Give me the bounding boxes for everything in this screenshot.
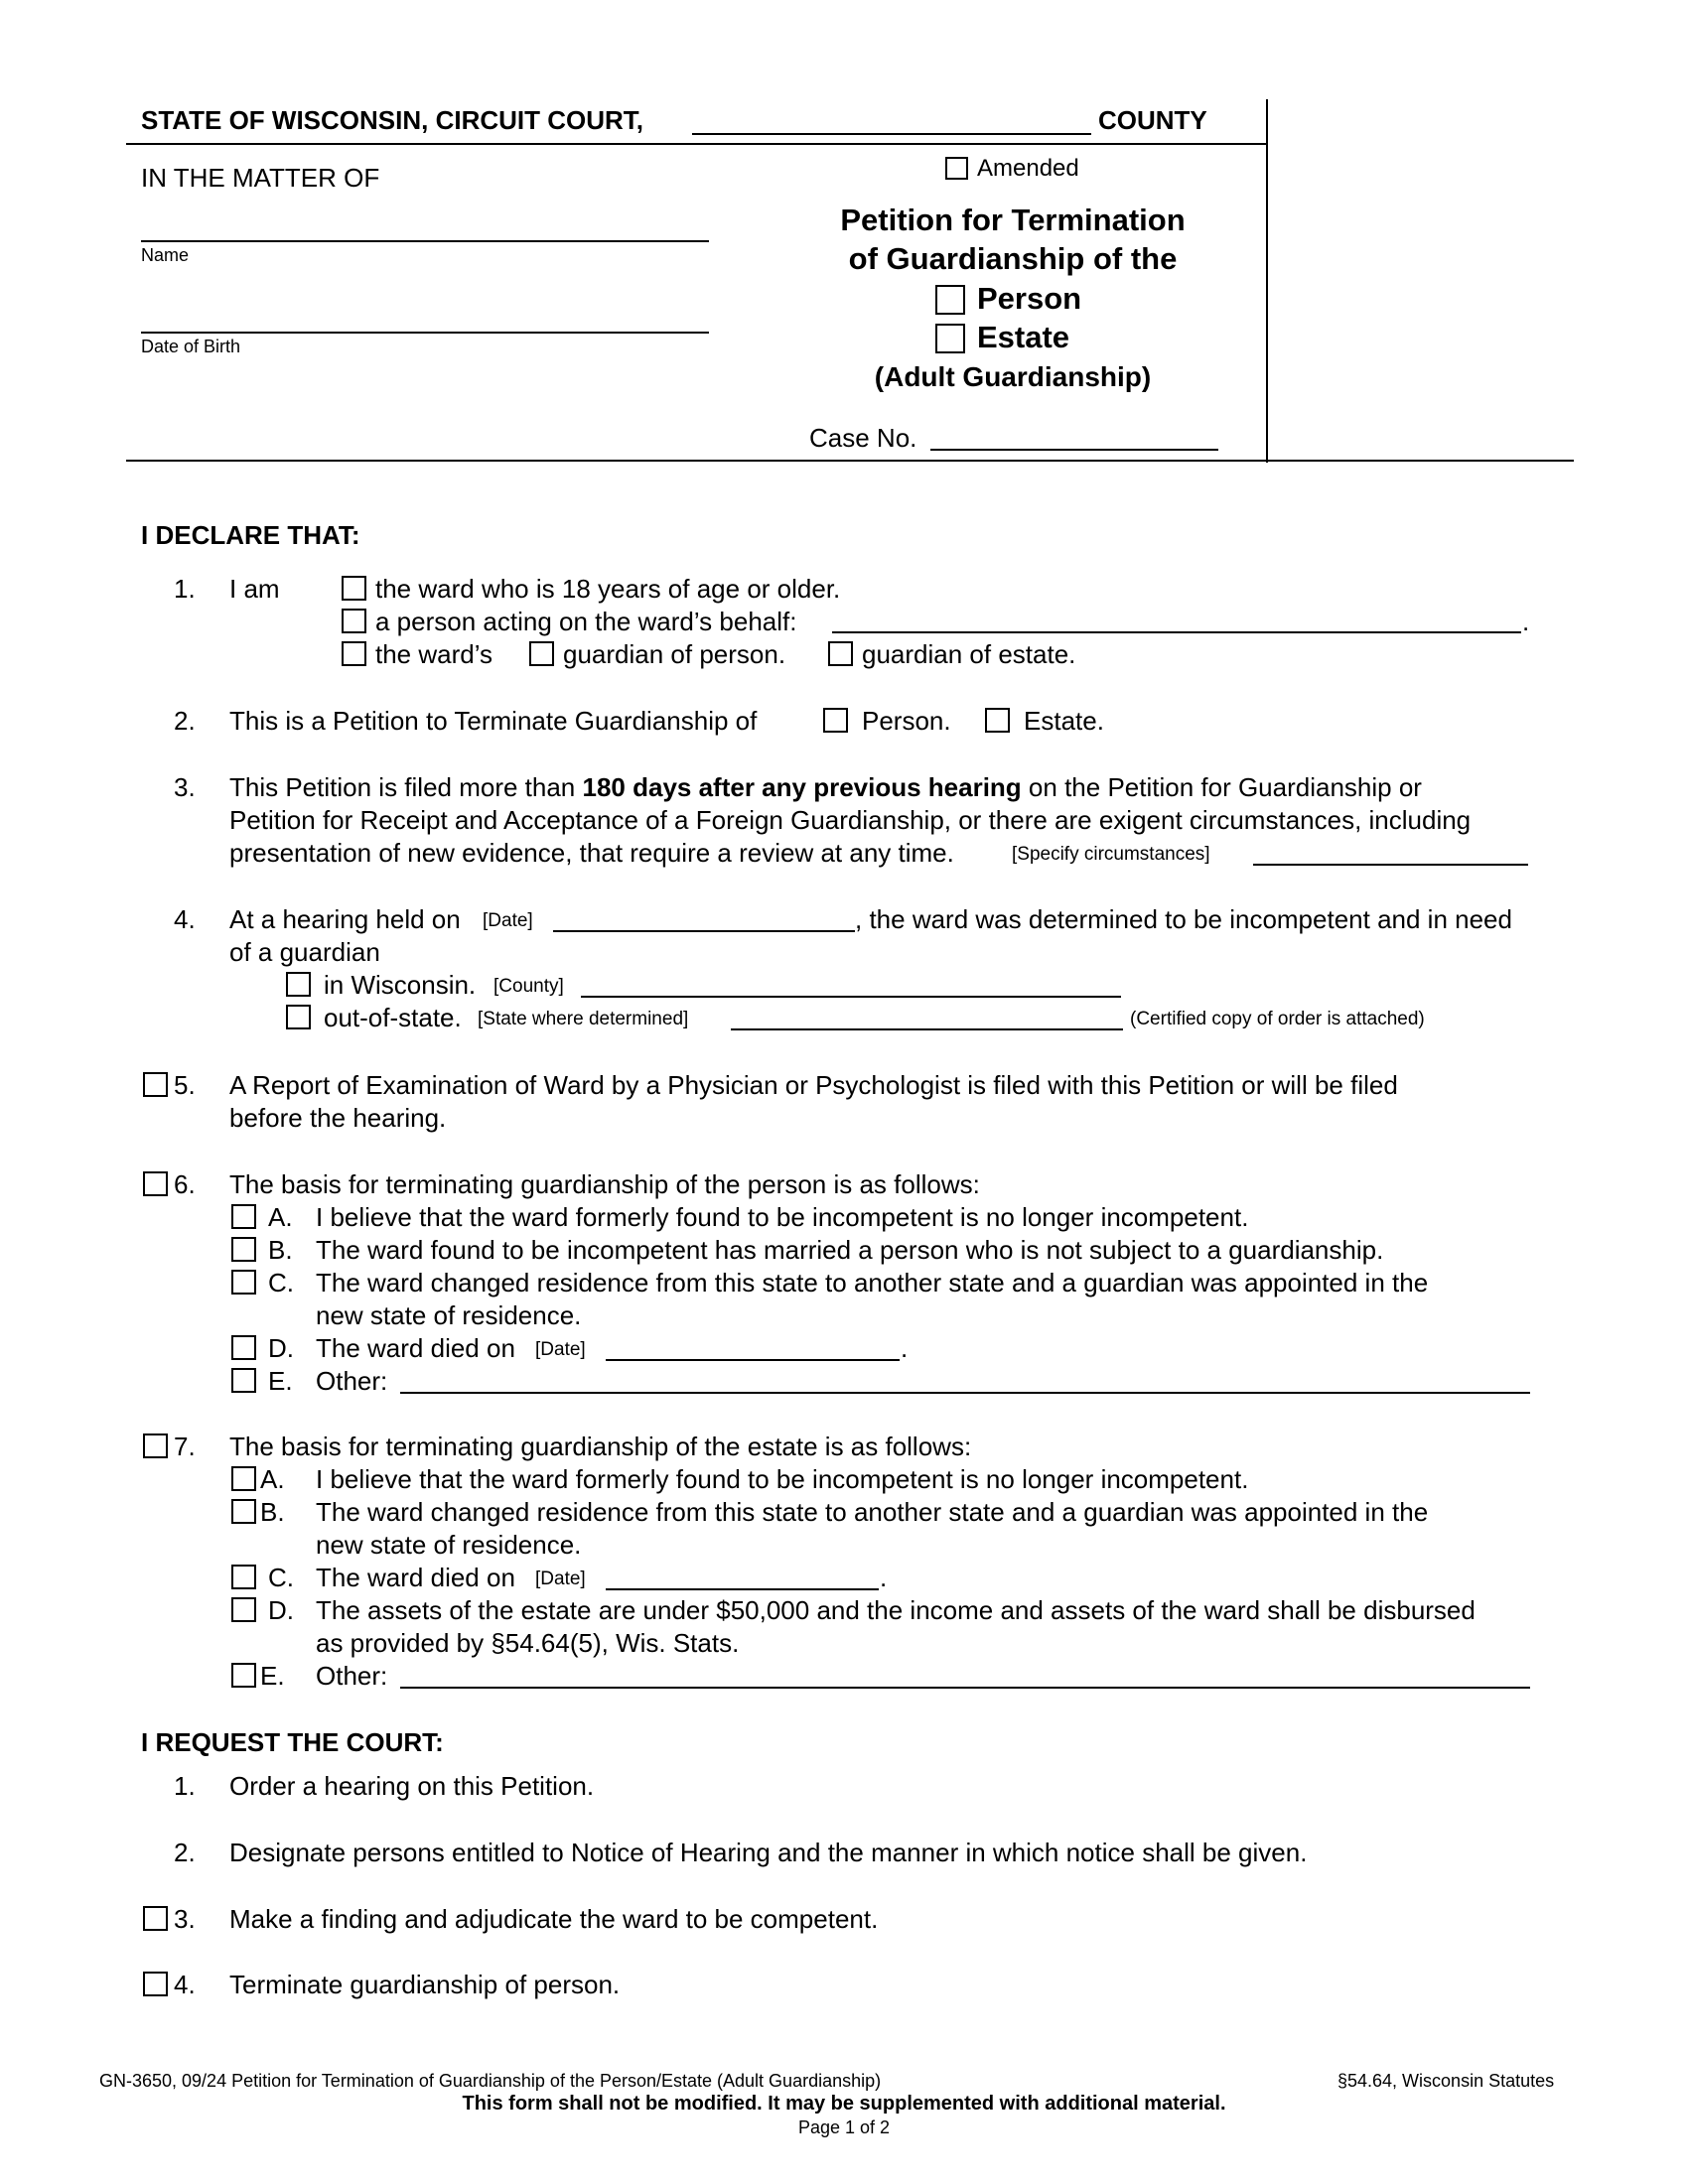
item-7c-label: C. xyxy=(268,1563,294,1592)
form-title-line1: Petition for Termination xyxy=(840,203,1186,237)
item-7c-date-label: [Date] xyxy=(535,1569,586,1589)
item-7d-text2: as provided by §54.64(5), Wis. Stats. xyxy=(316,1628,740,1658)
county-bracket-label: [County] xyxy=(493,976,564,997)
item-6-checkbox[interactable] xyxy=(143,1171,168,1196)
item-number: 2. xyxy=(174,1838,196,1867)
item-7c-date-field[interactable] xyxy=(606,1588,879,1590)
county-label: COUNTY xyxy=(1098,105,1207,135)
dob-field[interactable] xyxy=(141,332,709,334)
item-7e-checkbox[interactable] xyxy=(231,1663,256,1688)
item-7e-other-field[interactable] xyxy=(400,1687,1530,1689)
item-3-pre: This Petition is filed more than xyxy=(229,772,583,802)
item-6-text: The basis for terminating guardianship of the person is as follows: xyxy=(229,1169,980,1199)
out-of-state-label: out-of-state. xyxy=(324,1003,462,1032)
modification-notice: This form shall not be modified. It may be supplemented with additional material. xyxy=(462,2093,1226,2115)
in-the-matter-of: IN THE MATTER OF xyxy=(141,163,380,193)
caption-divider xyxy=(1266,99,1268,463)
person-acting-label: a person acting on the ward’s behalf: xyxy=(375,607,797,636)
item-6b-label: B. xyxy=(268,1235,293,1265)
out-of-state-checkbox[interactable] xyxy=(286,1005,311,1029)
period: . xyxy=(880,1563,888,1592)
item-6b-checkbox[interactable] xyxy=(231,1237,256,1262)
item-number: 1. xyxy=(174,1771,196,1801)
in-wisconsin-checkbox[interactable] xyxy=(286,972,311,997)
request-3-text: Make a finding and adjudicate the ward to be competent. xyxy=(229,1904,879,1934)
item-4-post: , the ward was determined to be incompetent and in need xyxy=(855,904,1512,934)
wards-checkbox[interactable] xyxy=(342,641,366,666)
item-6a-checkbox[interactable] xyxy=(231,1204,256,1229)
item-number: 1. xyxy=(174,574,196,604)
ward-over-18-label: the ward who is 18 years of age or older. xyxy=(375,574,841,604)
person-acting-field[interactable] xyxy=(832,631,1521,633)
court-label: STATE OF WISCONSIN, CIRCUIT COURT, xyxy=(141,105,644,135)
title-estate-label: Estate xyxy=(977,320,1070,354)
circumstances-field[interactable] xyxy=(1253,864,1528,866)
request-1-text: Order a hearing on this Petition. xyxy=(229,1771,595,1801)
item-3-line2: Petition for Receipt and Acceptance of a Foreign Guardianship, or there are exigent circumstances, including xyxy=(229,805,1472,835)
item-7d-checkbox[interactable] xyxy=(231,1597,256,1622)
item-number: 3. xyxy=(174,772,196,802)
title-person-checkbox[interactable] xyxy=(935,285,965,315)
period: . xyxy=(901,1333,909,1363)
title-estate-checkbox[interactable] xyxy=(935,324,965,353)
item-7-checkbox[interactable] xyxy=(143,1433,168,1458)
state-determined-label: [State where determined] xyxy=(478,1009,689,1029)
request-4-checkbox[interactable] xyxy=(143,1972,168,1996)
case-no-label: Case No. xyxy=(809,423,917,453)
in-wisconsin-label: in Wisconsin. xyxy=(324,970,477,1000)
name-label: Name xyxy=(141,245,190,265)
item-4-pre: At a hearing held on xyxy=(229,904,461,934)
item-7-text: The basis for terminating guardianship of the estate is as follows: xyxy=(229,1432,972,1461)
court-county-field[interactable] xyxy=(692,133,1091,135)
item-6a-label: A. xyxy=(268,1202,293,1232)
request-4-text: Terminate guardianship of person. xyxy=(229,1970,621,1999)
declare-heading: I DECLARE THAT: xyxy=(141,520,360,550)
form-id: GN-3650, 09/24 Petition for Termination of Guardianship of the Person/Estate (Adult Guardianship) xyxy=(99,2071,882,2091)
item-6e-text: Other: xyxy=(316,1366,388,1396)
item-7b-text2: new state of residence. xyxy=(316,1530,582,1560)
item-number: 7. xyxy=(174,1432,196,1461)
item-7c-text: The ward died on xyxy=(316,1563,515,1592)
item-6e-checkbox[interactable] xyxy=(231,1368,256,1393)
item-7e-text: Other: xyxy=(316,1661,388,1691)
title-person-label: Person xyxy=(977,281,1082,316)
item-3-post: on the Petition for Guardianship or xyxy=(1021,772,1422,802)
item-6d-date-label: [Date] xyxy=(535,1339,586,1360)
name-field[interactable] xyxy=(141,240,709,242)
specify-circumstances-label: [Specify circumstances] xyxy=(1012,844,1210,865)
item-4-line2: of a guardian xyxy=(229,937,380,967)
item-6d-text: The ward died on xyxy=(316,1333,515,1363)
item-7a-checkbox[interactable] xyxy=(231,1466,256,1491)
terminate-estate-label: Estate. xyxy=(1024,706,1104,736)
amended-label: Amended xyxy=(977,155,1079,182)
dob-label: Date of Birth xyxy=(141,337,241,356)
terminate-person-label: Person. xyxy=(862,706,951,736)
item-5-checkbox[interactable] xyxy=(143,1072,168,1097)
item-6c-text1: The ward changed residence from this state to another state and a guardian was appointed in the xyxy=(316,1268,1429,1297)
header-rule xyxy=(126,143,1266,145)
item-6d-label: D. xyxy=(268,1333,294,1363)
item-6c-label: C. xyxy=(268,1268,294,1297)
amended-checkbox[interactable] xyxy=(945,157,968,180)
ward-over-18-checkbox[interactable] xyxy=(342,576,366,601)
item-6b-text: The ward found to be incompetent has married a person who is not subject to a guardianship. xyxy=(316,1235,1384,1265)
item-6c-text2: new state of residence. xyxy=(316,1300,582,1330)
i-am-label: I am xyxy=(229,574,280,604)
hearing-date-field[interactable] xyxy=(553,930,855,932)
item-7b-text1: The ward changed residence from this state to another state and a guardian was appointed in the xyxy=(316,1497,1429,1527)
caption-bottom-rule xyxy=(126,460,1574,462)
item-2-text: This is a Petition to Terminate Guardianship of xyxy=(229,706,758,736)
item-7a-text: I believe that the ward formerly found to be incompetent is no longer incompetent. xyxy=(316,1464,1249,1494)
wisconsin-county-field[interactable] xyxy=(581,996,1121,998)
form-title-line2: of Guardianship of the xyxy=(848,241,1178,276)
certified-copy-note: (Certified copy of order is attached) xyxy=(1130,1009,1425,1029)
item-7b-checkbox[interactable] xyxy=(231,1499,256,1524)
item-7a-label: A. xyxy=(260,1464,285,1494)
item-7d-text1: The assets of the estate are under $50,000 and the income and assets of the ward shall be disbursed xyxy=(316,1595,1476,1625)
item-5-line2: before the hearing. xyxy=(229,1103,447,1133)
item-6e-label: E. xyxy=(268,1366,293,1396)
wards-label: the ward’s xyxy=(375,639,493,669)
item-7d-label: D. xyxy=(268,1595,294,1625)
hearing-date-label: [Date] xyxy=(483,910,533,931)
item-7e-label: E. xyxy=(260,1661,285,1691)
page-number: Page 1 of 2 xyxy=(797,2117,891,2137)
item-number: 5. xyxy=(174,1070,196,1100)
item-number: 4. xyxy=(174,1970,196,1999)
item-3-line1 xyxy=(229,772,1422,803)
state-determined-field[interactable] xyxy=(731,1028,1123,1030)
statute-reference: §54.64, Wisconsin Statutes xyxy=(1337,2071,1555,2091)
item-6a-text: I believe that the ward formerly found to be incompetent is no longer incompetent. xyxy=(316,1202,1249,1232)
guardian-of-person-checkbox[interactable] xyxy=(529,641,554,666)
person-acting-checkbox[interactable] xyxy=(342,609,366,633)
guardian-of-estate-checkbox[interactable] xyxy=(828,641,853,666)
item-6c-checkbox[interactable] xyxy=(231,1270,256,1295)
item-7b-label: B. xyxy=(260,1497,285,1527)
request-heading: I REQUEST THE COURT: xyxy=(141,1727,444,1757)
period: . xyxy=(1522,607,1530,636)
item-5-line1: A Report of Examination of Ward by a Physician or Psychologist is filed with this Petition or will be filed xyxy=(229,1070,1398,1100)
item-number: 4. xyxy=(174,904,196,934)
request-2-text: Designate persons entitled to Notice of Hearing and the manner in which notice shall be given. xyxy=(229,1838,1308,1867)
terminate-person-checkbox[interactable] xyxy=(823,708,848,733)
item-3-bold: 180 days after any previous hearing xyxy=(582,772,1022,802)
item-3-line3: presentation of new evidence, that require a review at any time. xyxy=(229,838,954,868)
item-number: 6. xyxy=(174,1169,196,1199)
guardian-of-estate-label: guardian of estate. xyxy=(862,639,1076,669)
item-7c-checkbox[interactable] xyxy=(231,1565,256,1589)
item-number: 2. xyxy=(174,706,196,736)
form-subtitle: (Adult Guardianship) xyxy=(874,361,1152,392)
item-number: 3. xyxy=(174,1904,196,1934)
item-6e-other-field[interactable] xyxy=(400,1392,1530,1394)
guardian-of-person-label: guardian of person. xyxy=(563,639,786,669)
case-no-field[interactable] xyxy=(930,449,1218,451)
terminate-estate-checkbox[interactable] xyxy=(985,708,1010,733)
item-6d-checkbox[interactable] xyxy=(231,1335,256,1360)
request-3-checkbox[interactable] xyxy=(143,1906,168,1931)
item-6d-date-field[interactable] xyxy=(606,1359,900,1361)
